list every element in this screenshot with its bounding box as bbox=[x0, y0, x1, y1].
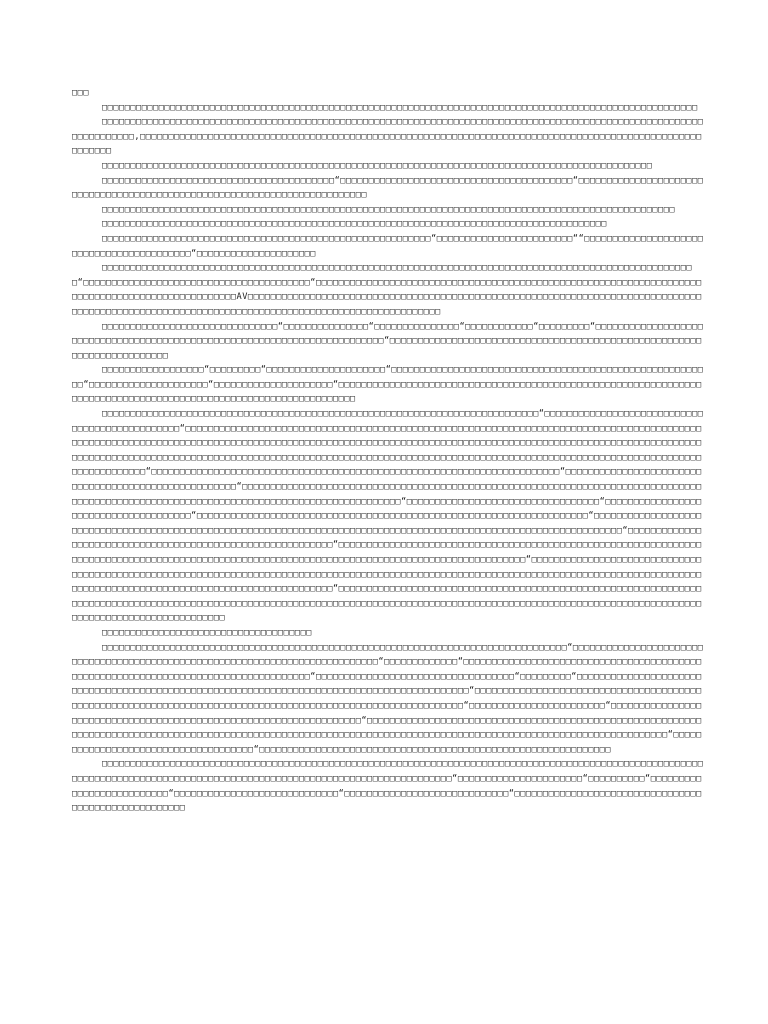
body-paragraph: □□□□□□□□□□□□□□□□□□□□□□□□□□□□□□□□□□□□□□□□□□□□□□□□□□□□□□□□□□□□□□□□□□□□□□□□□□□□□□□□□□□□□□□□□□□□□□□□□□□□□ bbox=[102, 204, 676, 215]
body-paragraph: □□□□□□□□□□□□□□□□□□□□□□□□□□□□□□□□□□□□□□□□□□□□□□□□□□□□□□□□□□□□□□□□□□□□□□□□□□□□□□□□□□□□□□□□□□□□□□□□□□□□□□□□□□□□□□□□□□□□□,□□□□□□□□□□□□□□□□□□□□□□□□□□□□□□□□□□□□□□□□□□□□□□□□□□□□□□□□□□□□□□□□□□□□□□□□□□□□□□□□□□□□□□□□□□□□□□□□□□□□□□□□□□ bbox=[72, 117, 704, 157]
body-paragraph: □□□□□□□□□□□□□□□□□□□□□□□□□□□□□□□“□□□□□□□□□□□□□□□“□□□□□□□□□□□□□□□“□□□□□□□□□□□□“□□□□□□□□□“□□□□□□□□□□□□□□□□□□□□□□□□□□□□□□□□□□□□□□□□□□□□□□□□□□□□□□□□□□□□□□□□□□□□□□□□□□“□□□□□□□□□□□□□□□□□□□□□□□□□□□□□□□□□□□□□□□□□□□□□□□□□□□□□□□□□□□□□□□□□□□□□□□□ bbox=[72, 321, 704, 361]
document-body bbox=[72, 101, 706, 816]
body-paragraph: □□□□□□□□□□□□□□□□□□□□□□□□□□□□□□□□□□□□□□□□□□□□□□□□□□□□□□□□□□□□□□□□□□□□□□□□□□□□□□□□□□□□□□□□□ bbox=[102, 219, 607, 230]
body-paragraph: □□□□□□□□□□□□□□□□□□□□□□□□□□□□□□□□□□□□□□□□□□□□□□□□□□□□□□□□□□□□□□□□□□□□□□□□□□□□□□□□□□□□□□□□□□□□□□□□□ bbox=[102, 160, 653, 171]
document-page bbox=[72, 86, 706, 816]
body-paragraph: □□□□□□□□□□□□□□□□□□□□□□□□□□□□□□□□□□□□□□□□□□□□□□□□□□□□□□□□□□“□□□□□□□□□□□□□□□□□□□□□□□□““□□□□□□□□□□□□□□□□□□□□□□□□□□□□□□□□□□□□□□□□□□“□□□□□□□□□□□□□□□□□□□□□ bbox=[72, 233, 704, 259]
body-paragraph: □□□□□□□□□□□□□□□□□□□□□□□□□□□□□□□□□□□□□□□□□□□□□□□□□□□□□□□□□□□□□□□□□□□□□□□□□□□□□□□□□□“□□□□□□□□□□□□□□□□□□□□□□□□□□□□□□□□□□□□□□□□□□□□□□□□□□□□□□□□□□□□□□□□□□□□□□□□□□□□□“□□□□□□□□□□□□□“□□□□□□□□□□□□□□□□□□□□□□□□□□□□□□□□□□□□□□□□□□□□□□□□□□□□□□□□□□□□□□□□□□□□□□□□□□□□□□□□□□□□“□□□□□□□□□□□□□□□□□□□□□□□□□□□□□□□□□□□“□□□□□□□□□“□□□□□□□□□□□□□□□□□□□□□□□□□□□□□□□□□□□□□□□□□□□□□□□□□□□□□□□□□□□□□□□□□□□□□□□□□□□□□□□□□□□□□□□□□□□□“□□□□□□□□□□□□□□□□□□□□□□□□□□□□□□□□□□□□□□□□□□□□□□□□□□□□□□□□□□□□□□□□□□□□□□□□□□□□□□□□□□□□□□□□□□□□□□□□□□□□□□□□□□□□□“□□□□□□□□□□□□□□□□□□□□□□□□“□□□□□□□□□□□□□□□□□□□□□□□□□□□□□□□□□□□□□□□□□□□□□□□□□□□□□□□□□□□□□□□□□□□“□□□□□□□□□□□□□□□□□□□□□□□□□□□□□□□□□□□□□□□□□□□□□□□□□□□□□□□□□□□□□□□□□□□□□□□□□□□□□□□□□□□□□□□□□□□□□□□□□□□□□□□□□□□□□□□□□□□□□□□□□□□□□□□□□□□□□□□□□□□□□□□□□□□□□□□□□□□□□□□□□□□□“□□□□□□□□□□□□□□□□□□□□□□□□□□□□□□□□□□□□□“□□□□□□□□□□□□□□□□□□□□□□□□□□□□□□□□□□□□□□□□□□□□□□□□□□□□□□□□□□□□□□ bbox=[72, 642, 704, 755]
body-paragraph: □□□□□□□□□□□□□□□□□□□□□□□□□□□□□□□□□□□□□□□□□□□□□□□□□□□□□□□□□□□□□□□□□□□□□□□□□□□□□□□□□□□□□□□□□□□□□□□□□□□□□□□□□“□□□□□□□□□□□□□□□□□□□□□□□□□□□□□□□□□□□□□□□□“□□□□□□□□□□□□□□□□□□□□□□□□□□□□□□□□□□□□□□□□□□□□□□□□□□□□□□□□□□□□□□□□□□□□□□□□□□□□□□□□□□□□□□□□□□□□□□□□□AV□□□□□□□□□□□□□□□□□□□□□□□□□□□□□□□□□□□□□□□□□□□□□□□□□□□□□□□□□□□□□□□□□□□□□□□□□□□□□□□□□□□□□□□□□□□□□□□□□□□□□□□□□□□□□□□□□□□□□□□□□□□□□□□□□□□□□□□□□□□□□□□□□ bbox=[72, 263, 702, 317]
body-paragraph: □□□□□□□□□□□□□□□□□□□□□□□□□□□□□□□□□□□□□□□□□“□□□□□□□□□□□□□□□□□□□□□□□□□□□□□□□□□□□□□□□□□“□□□□□□□□□□□□□□□□□□□□□□□□□□□□□□□□□□□□□□□□□□□□□□□□□□□□□□□□□□□□□□□□□□□□□□□□□□ bbox=[72, 175, 704, 201]
body-paragraph: □□□□□□□□□□□□□□□□□□“□□□□□□□□□“□□□□□□□□□□□□□□□□□□□□□“□□□□□□□□□□□□□□□□□□□□□□□□□□□□□□□□□□□□□□□□□□□□□□□□□□□□□□□□□“□□□□□□□□□□□□□□□□□□□□□“□□□□□□□□□□□□□□□□□□□□□“□□□□□□□□□□□□□□□□□□□□□□□□□□□□□□□□□□□□□□□□□□□□□□□□□□□□□□□□□□□□□□□□□□□□□□□□□□□□□□□□□□□□□□□□□□□□□□□□□□□□□□□□□□□□□□□□□□ bbox=[72, 365, 704, 405]
body-paragraph: □□□□□□□□□□□□□□□□□□□□□□□□□□□□□□□□□□□□□ bbox=[102, 627, 312, 638]
document-title: □□□ bbox=[72, 88, 90, 98]
body-paragraph: □□□□□□□□□□□□□□□□□□□□□□□□□□□□□□□□□□□□□□□□□□□□□□□□□□□□□□□□□□□□□□□□□□□□□□□□□□□□□□□□□□□□□□□□□□□□□□□□□□□□□□□□□ bbox=[102, 102, 698, 113]
body-paragraph: □□□□□□□□□□□□□□□□□□□□□□□□□□□□□□□□□□□□□□□□□□□□□□□□□□□□□□□□□□□□□□□□□□□□□□□□□□□□□□□□□□□□□□□□□□□□□□□□□□□□□□□□□□□□□□□□□□□□□□□□□□□□□□□□□□□□□□□□□□□□□□□□□□□□□□□□□□□□□□□□□□□□□□□□□□□□□“□□□□□□□□□□□□□□□□□□□□□□“□□□□□□□□□□“□□□□□□□□□□□□□□□□□□□□□□□□□□“□□□□□□□□□□□□□□□□□□□□□□□□□□□□□“□□□□□□□□□□□□□□□□□□□□□□□□□□□□□“□□□□□□□□□□□□□□□□□□□□□□□□□□□□□□□□□□□□□□□□□□□□□□□□□□□□□ bbox=[72, 759, 704, 814]
body-paragraph: □□□□□□□□□□□□□□□□□□□□□□□□□□□□□□□□□□□□□□□□□□□□□□□□□□□□□□□□□□□□□□□□□□□□□□□□□□□□□“□□□□□□□□□□□□□□□□□□□□□□□□□□□□□□□□□□□□□□□□□□□□□□□“□□□□□□□□□□□□□□□□□□□□□□□□□□□□□□□□□□□□□□□□□□□□□□□□□□□□□□□□□□□□□□□□□□□□□□□□□□□□□□□□□□□□□□□□□□□□□□□□□□□□□□□□□□□□□□□□□□□□□□□□□□□□□□□□□□□□□□□□□□□□□□□□□□□□□□□□□□□□□□□□□□□□□□□□□□□□□□□□□□□□□□□□□□□□□□□□□□□□□□□□□□□□□□□□□□□□□□□□□□□□□□□□□□□□□□□□□□□□□□□□□□□□□□□□□□□□□□□□□□□□□□□□□□□□□□□□□□□□□□□□□□□□□□□□□□□□□□□□□□□□□□□□□□□□□□□□□□□□□□□□□□□□□□“□□□□□□□□□□□□□□□□□□□□□□□□□□□□□□□□□□□□□□□□□□□□□□□□□□□□□□□□□□□□□□□□□□□□□□□□“□□□□□□□□□□□□□□□□□□□□□□□□□□□□□□□□□□□□□□□□□□□□□□□□□□□□□“□□□□□□□□□□□□□□□□□□□□□□□□□□□□□□□□□□□□□□□□□□□□□□□□□□□□□□□□□□□□□□□□□□□□□□□□□□□□□□□□□□□□□□□□□□□□□□□□□□□□□□□□□□□□□□□□□□□□□□□□□□□□□□□□□□□□□□□□□□□“□□□□□□□□□□□□□□□□□□□□□□□□□□□□□□□□□□“□□□□□□□□□□□□□□□□□□□□□□□□□□□□□□□□□□□□□□“□□□□□□□□□□□□□□□□□□□□□□□□□□□□□□□□□□□□□□□□□□□□□□□□□□□□□□□□□□□□□□□□□□□□□“□□□□□□□□□□□□□□□□□□□□□□□□□□□□□□□□□□□□□□□□□□□□□□□□□□□□□□□□□□□□□□□□□□□□□□□□□□□□□□□□□□□□□□□□□□□□□□□□□□□□□□□□□□□□□□□□□□□□“□□□□□□□□□□□□□□□□□□□□□□□□□□□□□□□□□□□□□□□□□□□□□□□□□□□□□□□□□□□“□□□□□□□□□□□□□□□□□□□□□□□□□□□□□□□□□□□□□□□□□□□□□□□□□□□□□□□□□□□□□□□□□□□□□□□□□□□□□□□□□□□□□□□□□□□□□□□□□□□□□□□□□□□□□□□□□□□□□□□□□□□□□□□□□□□□□□□□□□□□□□□□“□□□□□□□□□□□□□□□□□□□□□□□□□□□□□□□□□□□□□□□□□□□□□□□□□□□□□□□□□□□□□□□□□□□□□□□□□□□□□□□□□□□□□□□□□□□□□□□□□□□□□□□□□□□□□□□□□□□□□□□□□□□□□□□□□□□□□□□□□□□□□□□□□□□□□□□□□□□□□□□□□□□□□□□□□□□□□□□□□□□□□□□□□□□“□□□□□□□□□□□□□□□□□□□□□□□□□□□□□□□□□□□□□□□□□□□□□□□□□□□□□□□□□□□□□□□□□□□□□□□□□□□□□□□□□□□□□□□□□□□□□□□□□□□□□□□□□□□□□□□□□□□□□□□□□□□□□□□□□□□□□□□□□□□□□□□□□□□□□□□□□□□□□□□□□□□□□□□□□□□□□□□□□□□□□□□□□□□□□□□□□□□□□□□□□□ bbox=[72, 409, 704, 624]
